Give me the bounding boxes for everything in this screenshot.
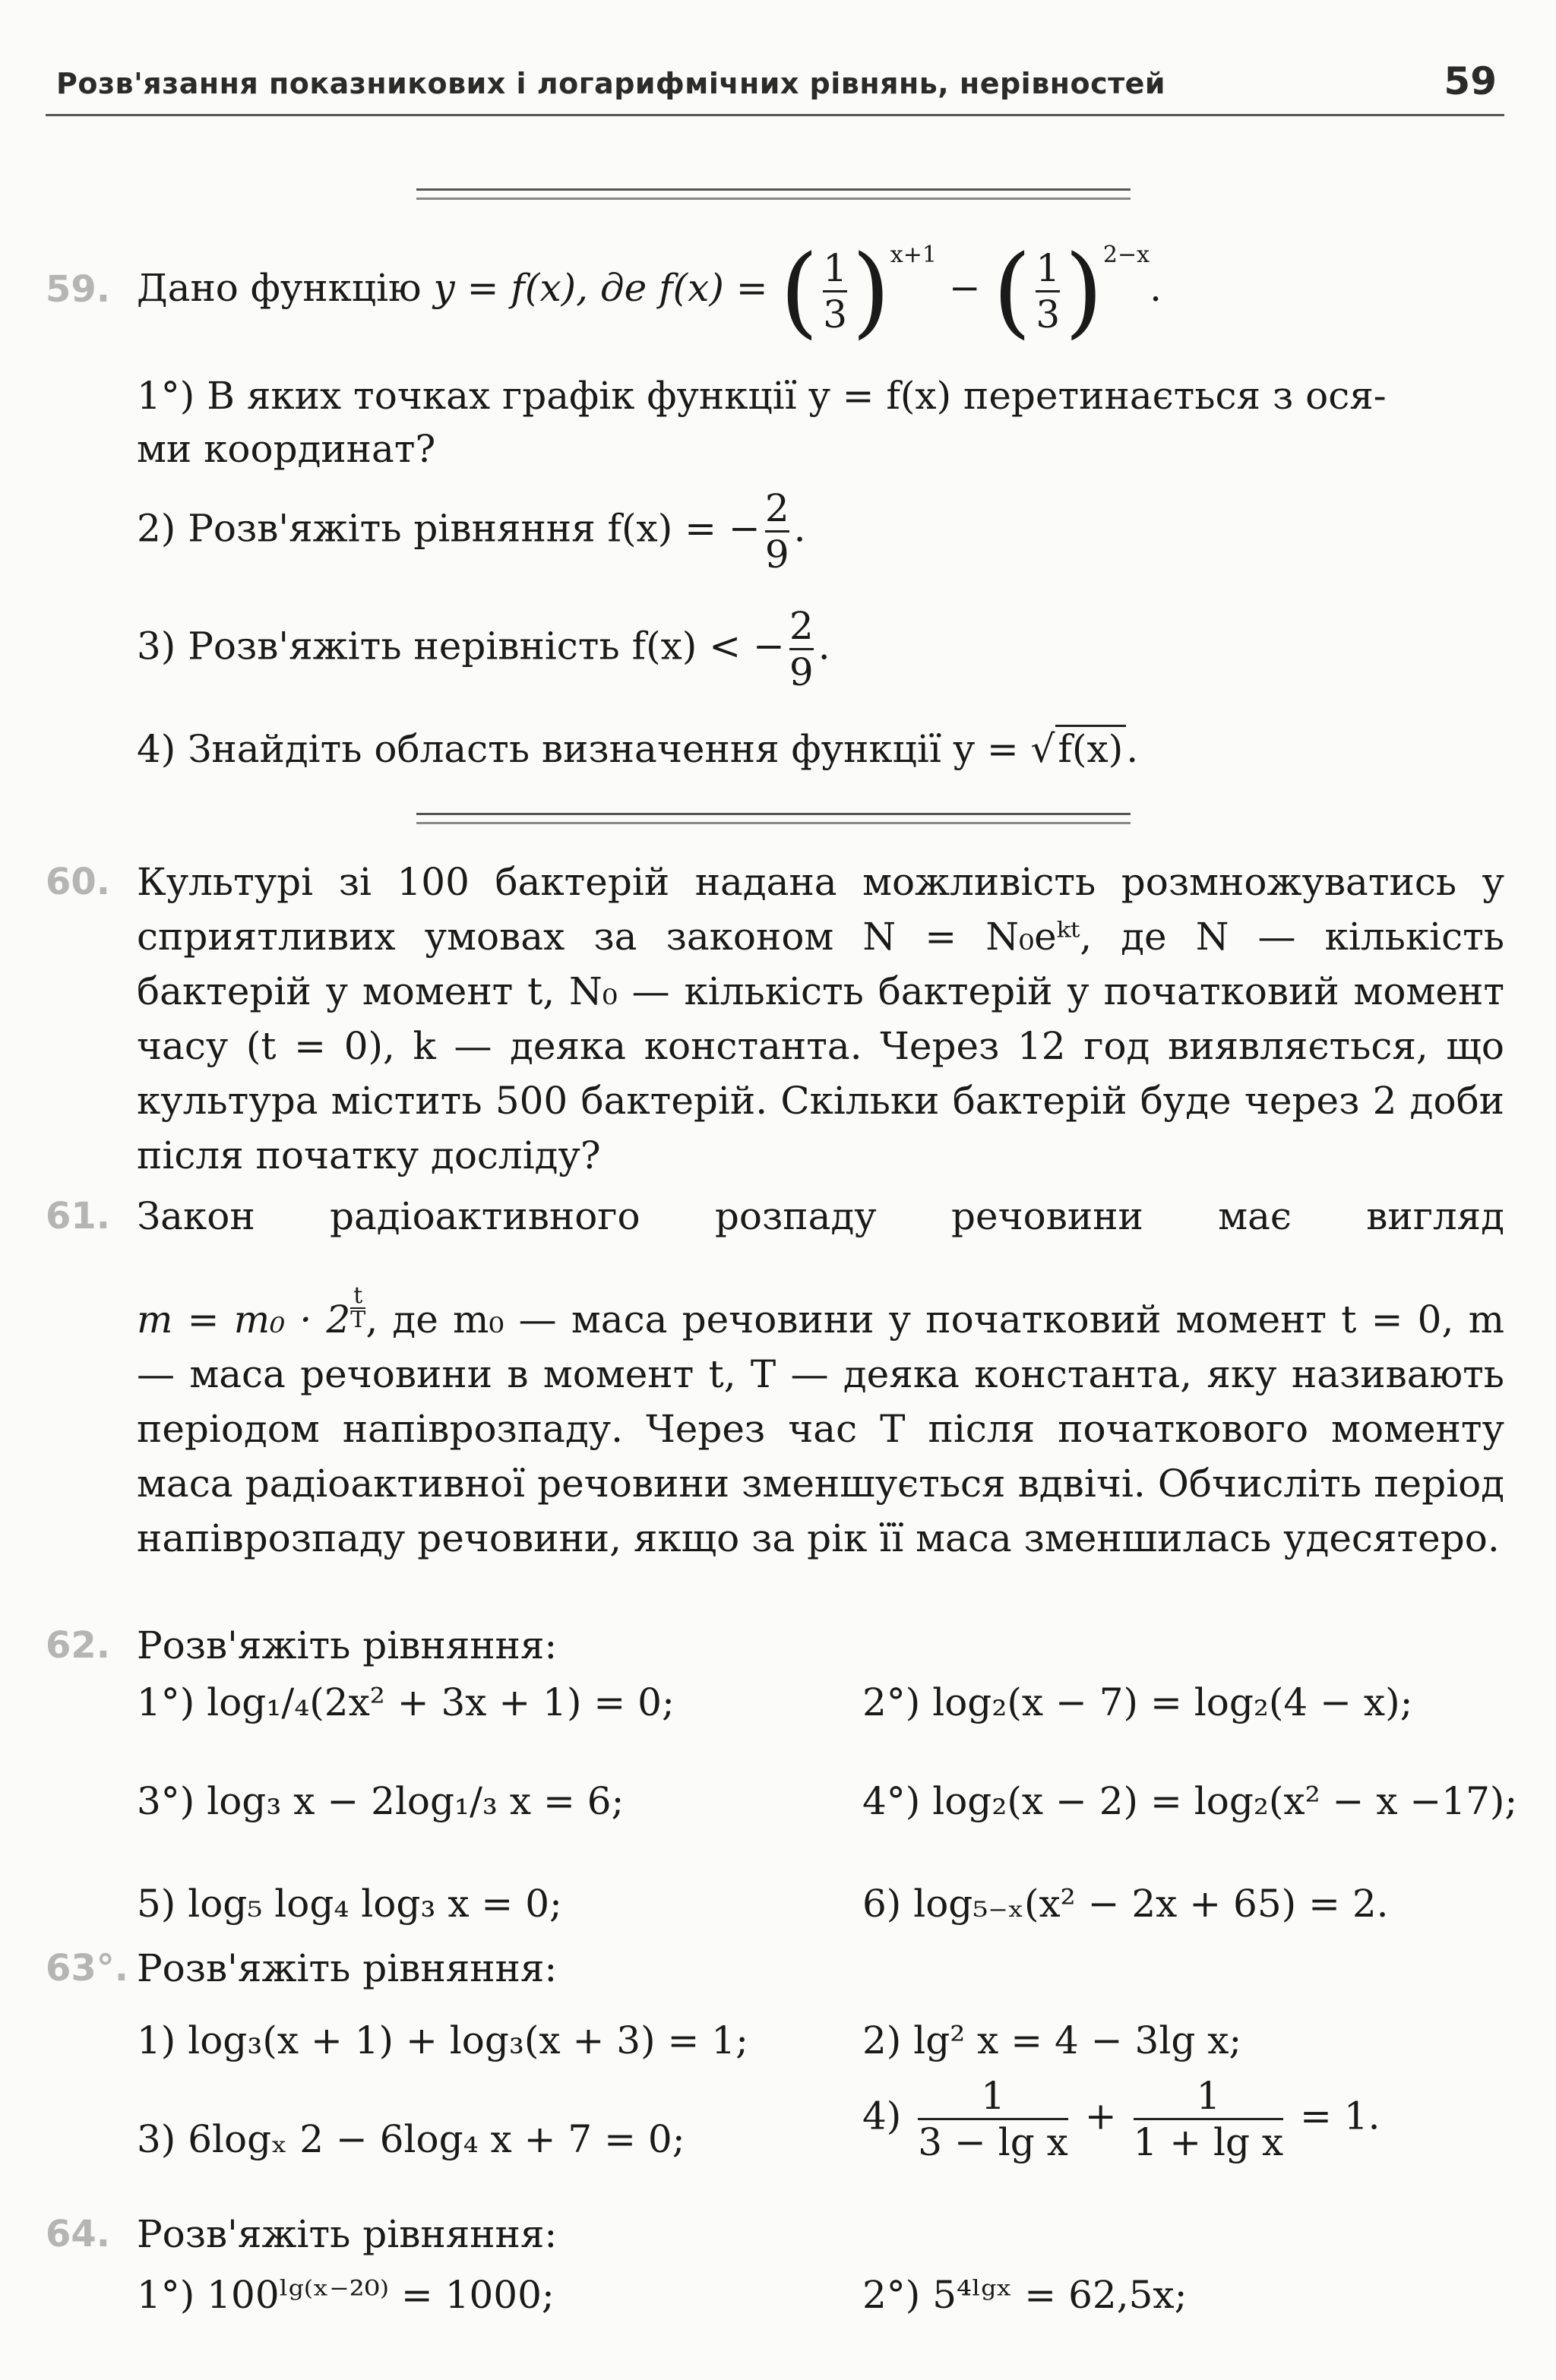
equation: 1°) log₁/₄(2x² + 3x + 1) = 0; — [137, 1680, 675, 1724]
equation: 4) $\frac{1}{\text{3 − lg x}}$ + $\frac{1}{\text{1 + lg x}}$ = 1. — [862, 2074, 1380, 2164]
equation: 2°) 5⁴ˡᵍˣ = 62,5x; — [862, 2273, 1188, 2317]
question-2: 2) Розв'яжіть рівняння f(x) = − $\frac{2}{9}$ . — [137, 486, 806, 577]
running-title: Розв'язання показникових і логарифмічних рівнянь, нерівностей — [56, 67, 1166, 100]
problem-60-text: Культурі зі 100 бактерій надана можливість розмножуватись у сприятливих умовах за законом N = N₀eᵏᵗ, де N — кількість бактерій у момент t, N₀ — кількість бактерій у початковий момент часу (t = 0), k — деяка константа. Через 12 год виявляється, що культура містить 500 бактерій. Скільки бактерій буде через 2 доби після початку досліду? — [137, 860, 1504, 1177]
fraction: $\frac{1}{3}$ — [1036, 245, 1061, 337]
question-4: 4) Знайдіть область визначення функції y = √f(x). — [137, 722, 1138, 776]
equation: 4°) log₂(x − 2) = log₂(x² − x −17); — [862, 1779, 1518, 1823]
equation: 3°) log₃ x − 2log₁/₃ x = 6; — [137, 1779, 625, 1823]
problem-62-title: Розв'яжіть рівняння: — [137, 1623, 558, 1667]
problem-64-title: Розв'яжіть рівняння: — [137, 2212, 558, 2256]
question-3: 3) Розв'яжіть нерівність f(x) < − $\frac{2}{9}$ . — [137, 604, 830, 694]
problem-59-statement: Дано функцію y = f(x), де f(x) = ( $\frac{1}{3}$ )$^{x+1}$ − ( $\frac{1}{3}$ )$^{2-x}$. — [137, 233, 1162, 349]
equation: 1) log₃(x + 1) + log₃(x + 3) = 1; — [137, 2018, 748, 2062]
equation: 3) 6logₓ 2 − 6log₄ x + 7 = 0; — [137, 2117, 685, 2161]
fraction: $\frac{1}{3}$ — [823, 245, 848, 337]
problem-63-title: Розв'яжіть рівняння: — [137, 1946, 558, 1990]
equation: 5) log₅ log₄ log₃ x = 0; — [137, 1882, 562, 1926]
section-divider-bottom — [416, 813, 1131, 824]
header-rule — [46, 114, 1504, 116]
section-divider-top — [416, 188, 1131, 200]
problem-61-text: m = m₀ · 2 $^{\frac{t}{T}}$ , де m₀ — маса речовини у початковий момент t = 0, m — маса речовини в момент t, T — деяка константа, яку називають періодом напіврозпаду. Через час T після початкового моменту маса радіоактивної речовини зменшується вдвічі. Обчисліть період напіврозпаду речовини, якщо за рік її маса зменшилась удесятеро. — [137, 1282, 1504, 1560]
equation: 1°) 100ˡᵍ⁽ˣ⁻²⁰⁾ = 1000; — [137, 2273, 555, 2317]
equation: 6) log₅₋ₓ(x² − 2x + 65) = 2. — [862, 1882, 1389, 1926]
question-1-line-a: 1°) В яких точках графік функції y = f(x) перетинається з ося- — [137, 374, 1387, 418]
page-number: 59 — [1444, 59, 1497, 103]
equation: 2°) log₂(x − 7) = log₂(4 − x); — [862, 1680, 1413, 1724]
problem-number: 59. — [46, 268, 111, 311]
question-1-line-b: ми координат? — [137, 427, 436, 471]
equation: 2) lg² x = 4 − 3lg x; — [862, 2018, 1242, 2062]
